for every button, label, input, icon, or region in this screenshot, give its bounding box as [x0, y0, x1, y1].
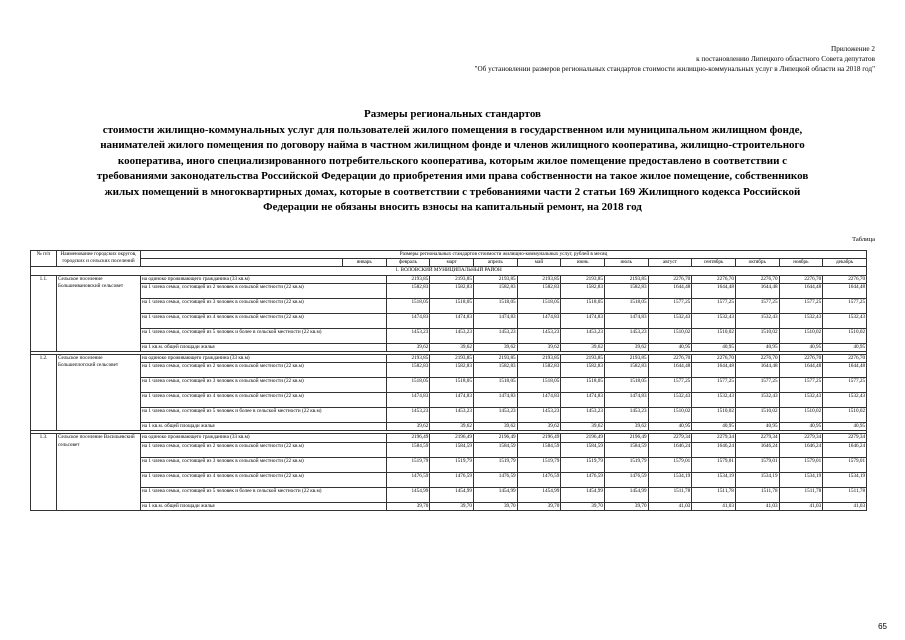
- table-row: [31, 472, 867, 487]
- value-cell: 39,62: [430, 343, 474, 351]
- value-cell: 1453,23: [386, 328, 430, 343]
- month-header: апрель: [473, 259, 517, 267]
- value-cell: 1577,25: [823, 298, 867, 313]
- value-cell: 2196,49: [386, 434, 430, 442]
- value-cell: 1584,59: [473, 442, 517, 457]
- title-line: требованиями законодательства Российской Федерации до приобретения ими права собственности на такое жилое помещение, собственников: [96, 170, 809, 182]
- value-cell: 1646,24: [735, 442, 779, 457]
- category-label: на 1 члена семьи, состоящей из 5 человек и более в сельской местности (22 кв.м): [141, 408, 387, 423]
- value-cell: 1584,59: [561, 442, 605, 457]
- value-cell: 39,62: [517, 343, 561, 351]
- value-cell: 1519,79: [517, 457, 561, 472]
- value-cell: 40,95: [692, 343, 736, 351]
- value-cell: 40,95: [648, 343, 692, 351]
- value-cell: 1476,59: [517, 472, 561, 487]
- value-cell: 1579,01: [648, 457, 692, 472]
- value-cell: 1453,23: [561, 408, 605, 423]
- value-cell: 1453,23: [430, 328, 474, 343]
- value-cell: 41,03: [779, 502, 823, 510]
- appendix-line: "Об установлении размеров региональных стандартов стоимости жилищно-коммунальных услуг в Липецкой области на 2018 год": [474, 65, 875, 73]
- value-cell: 1474,83: [517, 313, 561, 328]
- value-cell: 1582,83: [386, 363, 430, 378]
- category-label: на 1 члена семьи, состоящей из 2 человек в сельской местности (22 кв.м): [141, 442, 387, 457]
- value-cell: 1454,99: [604, 487, 648, 502]
- month-header: август: [648, 259, 692, 267]
- value-cell: 1518,05: [517, 298, 561, 313]
- category-label: на 1 члена семьи, состоящей из 4 человек в сельской местности (22 кв.м): [141, 472, 387, 487]
- value-cell: 2279,34: [823, 434, 867, 442]
- appendix-reference: [475, 44, 875, 74]
- value-cell: 1454,99: [386, 487, 430, 502]
- value-cell: 1579,01: [823, 457, 867, 472]
- value-cell: 1474,83: [473, 313, 517, 328]
- value-cell: 1582,83: [604, 363, 648, 378]
- value-cell: 1534,19: [779, 472, 823, 487]
- appendix-line: к постановлению Липецкого областного Совета депутатов: [696, 55, 875, 63]
- value-cell: 2276,70: [648, 355, 692, 363]
- value-cell: 1644,48: [735, 363, 779, 378]
- month-header: сентябрь: [692, 259, 736, 267]
- table-row: [31, 434, 867, 442]
- category-label: на 1 кв.м. общей площади жилья: [141, 423, 387, 431]
- value-cell: 1644,48: [648, 283, 692, 298]
- value-cell: 1582,83: [430, 363, 474, 378]
- header-name: Наименование городских округов, городских и сельских поселений: [57, 251, 141, 267]
- table-row: [31, 393, 867, 408]
- value-cell: 2193,85: [473, 355, 517, 363]
- value-cell: 1644,48: [823, 283, 867, 298]
- value-cell: 1476,59: [430, 472, 474, 487]
- value-cell: 2276,70: [735, 355, 779, 363]
- month-header: ноябрь: [779, 259, 823, 267]
- category-label: на одиноко проживающего гражданина (33 кв.м): [141, 275, 387, 283]
- value-cell: 1453,23: [473, 408, 517, 423]
- value-cell: 39,70: [517, 502, 561, 510]
- month-header: февраль: [386, 259, 430, 267]
- value-cell: 1534,19: [648, 472, 692, 487]
- value-cell: 1532,43: [648, 313, 692, 328]
- value-cell: 2276,70: [823, 355, 867, 363]
- months-header-row: [31, 259, 867, 267]
- value-cell: 39,70: [386, 502, 430, 510]
- value-cell: 1519,79: [386, 457, 430, 472]
- table-row: [31, 355, 867, 363]
- value-cell: 1474,83: [430, 313, 474, 328]
- category-label: на 1 члена семьи, состоящей из 2 человек в сельской местности (22 кв.м): [141, 363, 387, 378]
- value-cell: 39,70: [473, 502, 517, 510]
- value-cell: 2193,85: [430, 275, 474, 283]
- value-cell: 2193,85: [430, 355, 474, 363]
- month-header: май: [517, 259, 561, 267]
- value-cell: 2193,85: [517, 275, 561, 283]
- value-cell: 1532,43: [648, 393, 692, 408]
- value-cell: 2279,34: [735, 434, 779, 442]
- value-cell: 1474,83: [473, 393, 517, 408]
- value-cell: 1532,43: [692, 393, 736, 408]
- value-cell: 1518,05: [561, 378, 605, 393]
- header-num: № п/п: [31, 251, 57, 267]
- value-cell: 1510,02: [648, 408, 692, 423]
- value-cell: 1519,79: [430, 457, 474, 472]
- value-cell: 1511,78: [779, 487, 823, 502]
- value-cell: 40,95: [823, 423, 867, 431]
- value-cell: 1453,23: [561, 328, 605, 343]
- value-cell: 1646,24: [823, 442, 867, 457]
- value-cell: 40,95: [779, 423, 823, 431]
- value-cell: 40,95: [692, 423, 736, 431]
- category-label: на одиноко проживающего гражданина (33 кв.м): [141, 434, 387, 442]
- value-cell: 1510,02: [779, 328, 823, 343]
- value-cell: 1584,59: [604, 442, 648, 457]
- value-cell: 1474,83: [561, 393, 605, 408]
- value-cell: 1453,23: [517, 408, 561, 423]
- value-cell: 1511,78: [735, 487, 779, 502]
- value-cell: 40,95: [735, 423, 779, 431]
- value-cell: 1453,23: [604, 328, 648, 343]
- value-cell: 41,03: [648, 502, 692, 510]
- value-cell: 1577,25: [823, 378, 867, 393]
- value-cell: 1584,59: [386, 442, 430, 457]
- value-cell: 2193,85: [517, 355, 561, 363]
- value-cell: 39,70: [430, 502, 474, 510]
- value-cell: 2193,85: [386, 355, 430, 363]
- value-cell: 2193,85: [561, 275, 605, 283]
- value-cell: 1519,79: [473, 457, 517, 472]
- value-cell: 1518,05: [604, 378, 648, 393]
- value-cell: 1577,25: [692, 298, 736, 313]
- category-label: на 1 члена семьи, состоящей из 4 человек в сельской местности (22 кв.м): [141, 393, 387, 408]
- category-label: на 1 члена семьи, состоящей из 4 человек в сельской местности (22 кв.м): [141, 313, 387, 328]
- document-title: [20, 107, 885, 216]
- value-cell: 2276,70: [735, 275, 779, 283]
- value-cell: 1454,99: [473, 487, 517, 502]
- value-cell: 1644,48: [823, 363, 867, 378]
- value-cell: 1644,48: [648, 363, 692, 378]
- value-cell: 2193,85: [561, 355, 605, 363]
- value-cell: 1577,25: [735, 298, 779, 313]
- value-cell: 1582,83: [473, 283, 517, 298]
- value-cell: 1579,01: [779, 457, 823, 472]
- value-cell: 1510,02: [648, 328, 692, 343]
- value-cell: 41,03: [823, 502, 867, 510]
- value-cell: 1532,43: [823, 313, 867, 328]
- value-cell: 39,62: [604, 343, 648, 351]
- category-label: на одиноко проживающего гражданина (33 кв.м): [141, 355, 387, 363]
- value-cell: 1474,83: [386, 313, 430, 328]
- district-row: 1. ВОЛОВСКИЙ МУНИЦИПАЛЬНЫЙ РАЙОН: [31, 267, 867, 275]
- category-label: на 1 кв.м. общей площади жилья: [141, 343, 387, 351]
- table-label: Таблица: [852, 236, 875, 243]
- value-cell: 40,95: [823, 343, 867, 351]
- page-number: 65: [878, 622, 887, 631]
- value-cell: 1453,23: [517, 328, 561, 343]
- value-cell: 1519,79: [561, 457, 605, 472]
- value-cell: 1534,19: [735, 472, 779, 487]
- appendix-line: Приложение 2: [831, 45, 875, 53]
- value-cell: 1510,02: [823, 328, 867, 343]
- category-label: на 1 кв.м. общей площади жилья: [141, 502, 387, 510]
- category-label: на 1 члена семьи, состоящей из 3 человек в сельской местности (22 кв.м): [141, 298, 387, 313]
- value-cell: 1532,43: [779, 393, 823, 408]
- category-label: на 1 члена семьи, состоящей из 5 человек и более в сельской местности (22 кв.м): [141, 328, 387, 343]
- value-cell: 1518,05: [386, 298, 430, 313]
- value-cell: 1474,83: [430, 393, 474, 408]
- value-cell: 1644,48: [779, 363, 823, 378]
- value-cell: 2196,49: [561, 434, 605, 442]
- value-cell: 1519,79: [604, 457, 648, 472]
- value-cell: 2196,49: [517, 434, 561, 442]
- title-line: кооператива, иного специализированного потребительского кооператива, которым жилое помещение предоставлено в соответствии с: [117, 154, 788, 167]
- value-cell: 1532,43: [692, 313, 736, 328]
- header-blank: [141, 259, 343, 267]
- value-cell: 2276,70: [692, 355, 736, 363]
- value-cell: 2276,70: [779, 275, 823, 283]
- value-cell: 1532,43: [735, 393, 779, 408]
- standards-table: [30, 250, 867, 511]
- value-cell: 39,62: [386, 423, 430, 431]
- value-cell: 41,03: [692, 502, 736, 510]
- table-row: [31, 328, 867, 343]
- value-cell: 1646,24: [779, 442, 823, 457]
- value-cell: 2276,70: [823, 275, 867, 283]
- value-cell: 1532,43: [779, 313, 823, 328]
- value-cell: 1476,59: [604, 472, 648, 487]
- value-cell: 1453,23: [473, 328, 517, 343]
- table-row: [31, 502, 867, 510]
- value-cell: 1582,83: [561, 283, 605, 298]
- value-cell: 1518,05: [561, 298, 605, 313]
- value-cell: 2279,34: [692, 434, 736, 442]
- value-cell: 1646,24: [648, 442, 692, 457]
- value-cell: 1584,59: [517, 442, 561, 457]
- value-cell: 1518,05: [386, 378, 430, 393]
- value-cell: 1644,48: [692, 363, 736, 378]
- value-cell: 1476,59: [473, 472, 517, 487]
- value-cell: 1579,01: [735, 457, 779, 472]
- value-cell: 1510,02: [823, 408, 867, 423]
- title-line: Размеры региональных стандартов: [364, 108, 541, 120]
- title-line: нанимателей жилого помещения по договору найма в частном жилищном фонде и членов жилищного кооператива, жилищно-строительного: [100, 139, 805, 151]
- value-cell: 2279,34: [779, 434, 823, 442]
- table-row: [31, 343, 867, 351]
- title-line: стоимости жилищно-коммунальных услуг для пользователей жилого помещения в государственном или муниципальном жилищном фонде,: [102, 123, 803, 136]
- value-cell: 1532,43: [735, 313, 779, 328]
- table-row: [31, 487, 867, 502]
- value-cell: 1510,02: [692, 408, 736, 423]
- section-number: 1.2.: [31, 355, 57, 431]
- value-cell: 2193,85: [604, 355, 648, 363]
- value-cell: 1453,23: [604, 408, 648, 423]
- value-cell: 1534,19: [692, 472, 736, 487]
- month-header: март: [430, 259, 474, 267]
- month-header: июнь: [561, 259, 605, 267]
- value-cell: 1510,02: [692, 328, 736, 343]
- value-cell: 1518,05: [604, 298, 648, 313]
- table-row: [31, 283, 867, 298]
- value-cell: 1453,23: [386, 408, 430, 423]
- value-cell: 1474,83: [561, 313, 605, 328]
- title-line: жилых помещений в многоквартирных домах, которые в соответствии с требованиями части 2 статьи 169 Жилищного кодекса Российской: [104, 185, 801, 198]
- value-cell: 1453,23: [430, 408, 474, 423]
- table-row: [31, 442, 867, 457]
- value-cell: 1577,25: [779, 378, 823, 393]
- table-row: [31, 298, 867, 313]
- value-cell: 39,62: [473, 423, 517, 431]
- category-label: на 1 члена семьи, состоящей из 5 человек и более в сельской местности (22 кв.м): [141, 487, 387, 502]
- value-cell: 1518,05: [473, 378, 517, 393]
- value-cell: 1579,01: [692, 457, 736, 472]
- value-cell: 1644,48: [779, 283, 823, 298]
- value-cell: 1474,83: [386, 393, 430, 408]
- value-cell: 1577,25: [735, 378, 779, 393]
- value-cell: 1577,25: [648, 378, 692, 393]
- value-cell: 2276,70: [648, 275, 692, 283]
- value-cell: 1474,83: [517, 393, 561, 408]
- value-cell: 1454,99: [430, 487, 474, 502]
- value-cell: 1582,83: [517, 283, 561, 298]
- value-cell: 1476,59: [561, 472, 605, 487]
- header-caption: Размеры региональных стандартов стоимости жилищно-коммунальных услуг, рублей в месяц: [141, 251, 867, 259]
- month-header: октябрь: [735, 259, 779, 267]
- value-cell: 1518,05: [430, 378, 474, 393]
- value-cell: 1577,25: [692, 378, 736, 393]
- value-cell: 1518,05: [517, 378, 561, 393]
- value-cell: 1532,43: [823, 393, 867, 408]
- value-cell: 1474,83: [604, 313, 648, 328]
- value-cell: 41,03: [735, 502, 779, 510]
- title-line: Федерации не обязаны вносить взносы на капитальный ремонт, на 2018 год: [263, 201, 642, 213]
- value-cell: 2196,49: [430, 434, 474, 442]
- table-row: [31, 313, 867, 328]
- value-cell: 1474,83: [604, 393, 648, 408]
- value-cell: 1582,83: [386, 283, 430, 298]
- value-cell: 39,62: [473, 343, 517, 351]
- table-row: [31, 275, 867, 283]
- table-row: [31, 457, 867, 472]
- settlement-name: Сельское поселение Большеплотский сельсовет: [57, 355, 141, 431]
- value-cell: 1646,24: [692, 442, 736, 457]
- value-cell: 39,62: [561, 423, 605, 431]
- value-cell: 1510,02: [735, 408, 779, 423]
- value-cell: 39,62: [386, 343, 430, 351]
- value-cell: 39,70: [604, 502, 648, 510]
- value-cell: 1518,05: [430, 298, 474, 313]
- value-cell: 1511,78: [823, 487, 867, 502]
- value-cell: 39,62: [604, 423, 648, 431]
- value-cell: 2193,85: [604, 275, 648, 283]
- table-row: [31, 408, 867, 423]
- value-cell: 2193,85: [386, 275, 430, 283]
- value-cell: 1476,59: [386, 472, 430, 487]
- settlement-name: Сельское поселение Васильевский сельсовет: [57, 434, 141, 510]
- category-label: на 1 члена семьи, состоящей из 3 человек в сельской местности (22 кв.м): [141, 457, 387, 472]
- value-cell: 1510,02: [735, 328, 779, 343]
- value-cell: 2276,70: [779, 355, 823, 363]
- value-cell: 1454,99: [561, 487, 605, 502]
- value-cell: 1577,25: [648, 298, 692, 313]
- month-header: июль: [604, 259, 648, 267]
- value-cell: 1577,25: [779, 298, 823, 313]
- value-cell: 2193,85: [473, 275, 517, 283]
- value-cell: 1510,02: [779, 408, 823, 423]
- value-cell: 39,70: [561, 502, 605, 510]
- section-number: 1.3.: [31, 434, 57, 510]
- value-cell: 39,62: [517, 423, 561, 431]
- value-cell: 1584,59: [430, 442, 474, 457]
- value-cell: 1644,48: [692, 283, 736, 298]
- value-cell: 2279,34: [648, 434, 692, 442]
- value-cell: 1582,83: [604, 283, 648, 298]
- table-row: [31, 378, 867, 393]
- value-cell: 1644,48: [735, 283, 779, 298]
- value-cell: 1582,83: [517, 363, 561, 378]
- month-header: декабрь: [823, 259, 867, 267]
- value-cell: 40,95: [779, 343, 823, 351]
- value-cell: 39,62: [561, 343, 605, 351]
- section-number: 1.1.: [31, 275, 57, 351]
- value-cell: 39,62: [430, 423, 474, 431]
- month-header: январь: [343, 259, 387, 267]
- value-cell: 1511,78: [648, 487, 692, 502]
- settlement-name: Сельское поселение Большеивановский сельсовет: [57, 275, 141, 351]
- category-label: на 1 члена семьи, состоящей из 2 человек в сельской местности (22 кв.м): [141, 283, 387, 298]
- value-cell: 1582,83: [430, 283, 474, 298]
- value-cell: 1511,78: [692, 487, 736, 502]
- value-cell: 1534,19: [823, 472, 867, 487]
- value-cell: 1454,99: [517, 487, 561, 502]
- value-cell: 2196,49: [473, 434, 517, 442]
- table-row: [31, 363, 867, 378]
- value-cell: 1582,83: [473, 363, 517, 378]
- table-row: [31, 423, 867, 431]
- value-cell: 2276,70: [692, 275, 736, 283]
- value-cell: 40,95: [648, 423, 692, 431]
- value-cell: 40,95: [735, 343, 779, 351]
- value-cell: 1582,83: [561, 363, 605, 378]
- value-cell: 1518,05: [473, 298, 517, 313]
- category-label: на 1 члена семьи, состоящей из 3 человек в сельской местности (22 кв.м): [141, 378, 387, 393]
- value-cell: 2196,49: [604, 434, 648, 442]
